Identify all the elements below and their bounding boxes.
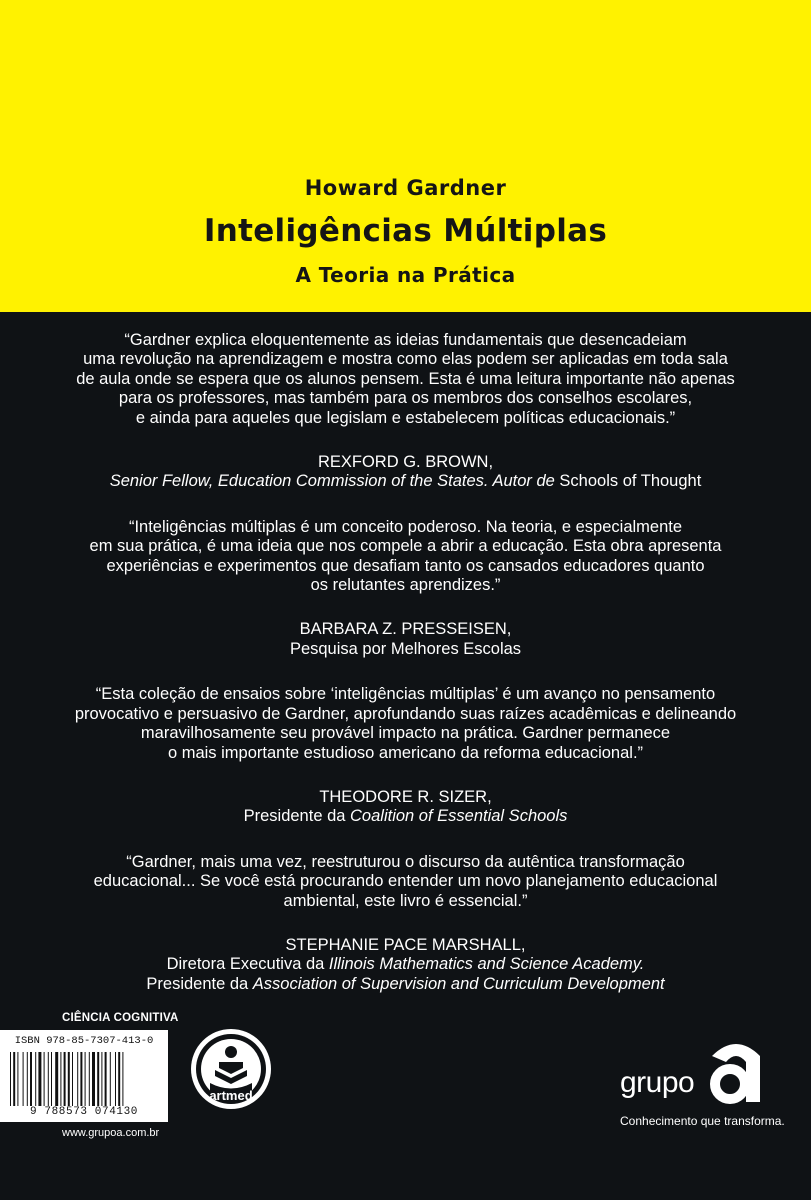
endorsement-quote: [40, 853, 771, 911]
barcode-bar: [10, 1052, 11, 1106]
barcode-bar: [68, 1052, 70, 1106]
barcode-bar: [35, 1052, 36, 1106]
barcode-bar: [27, 1052, 28, 1106]
endorsement-attribution: [40, 788, 771, 827]
role-text: Schools of Thought: [559, 472, 702, 491]
quote-line: e ainda para aqueles que legislam e estabelecem políticas educacionais.”: [135, 408, 676, 427]
website-url: www.grupoa.com.br: [62, 1127, 160, 1139]
role-text: Presidente da: [243, 807, 351, 826]
quote-line: para os professores, mas também para os membros dos conselhos escolares,: [118, 389, 693, 408]
barcode-bar: [17, 1052, 18, 1106]
barcode-bar: [48, 1052, 49, 1106]
barcode-bar: [13, 1052, 15, 1106]
barcode-bar: [64, 1052, 66, 1106]
barcode-icon: [8, 1052, 160, 1106]
role-text: Illinois Mathematics and Science Academy.: [328, 955, 645, 974]
endorsement-quote: [40, 685, 771, 763]
endorsements: [40, 331, 771, 994]
barcode-bar: [89, 1052, 90, 1106]
barcode-bar: [85, 1052, 86, 1106]
barcode-bar: [92, 1052, 95, 1106]
barcode-bar: [55, 1052, 58, 1106]
endorser-role-secondary: [40, 975, 771, 994]
quote-line: “Gardner explica eloquentemente as ideias fundamentais que desencadeiam: [124, 331, 687, 349]
barcode-bar: [110, 1052, 111, 1106]
endorsement: [40, 685, 771, 826]
barcode-bar: [44, 1052, 45, 1106]
role-text: Diretora Executiva da: [166, 955, 329, 974]
endorsement: [40, 853, 771, 994]
barcode-bar: [72, 1052, 73, 1106]
artmed-logo-label: artmed: [209, 1088, 253, 1103]
role-text: Presidente da: [146, 974, 253, 993]
role-text: Pesquisa por Melhores Escolas: [289, 639, 522, 658]
book-title: Inteligências Múltiplas: [203, 213, 608, 249]
quote-line: o mais importante estudioso americano da reforma educacional.”: [167, 743, 644, 762]
quote-line: educacional... Se você está procurando entender um novo planejamento educacional: [93, 872, 718, 891]
grupo-a-logo-icon: [706, 1038, 768, 1104]
endorser-name: REXFORD G. BROWN,: [317, 453, 494, 472]
quote-line: ambiental, este livro é essencial.”: [283, 891, 528, 910]
endorsement-quote: [40, 331, 771, 428]
book-subtitle: A Teoria na Prática: [295, 263, 516, 287]
endorser-role: [40, 472, 771, 491]
role-text: Coalition of Essential Schools: [350, 807, 568, 826]
endorser-name: BARBARA Z. PRESSEISEN,: [299, 620, 512, 639]
category-label: CIÊNCIA COGNITIVA: [62, 1012, 179, 1024]
barcode-digits: 9 788573 074130: [29, 1106, 139, 1118]
barcode-bar: [23, 1052, 24, 1106]
barcode-bar: [80, 1052, 82, 1106]
quote-line: “Inteligências múltiplas é um conceito poderoso. Na teoria, e especialmente: [128, 517, 683, 536]
barcode-bar: [118, 1052, 120, 1106]
barcode-panel: [0, 1030, 168, 1122]
barcode-bar: [97, 1052, 99, 1106]
barcode-bar: [51, 1052, 52, 1106]
barcode-bar: [77, 1052, 78, 1106]
endorsement: [40, 331, 771, 492]
quote-line: os relutantes aprendizes.”: [310, 576, 501, 595]
quote-line: “Gardner, mais uma vez, reestruturou o discurso da autêntica transformação: [126, 852, 685, 871]
quote-line: “Esta coleção de ensaios sobre ‘inteligências múltiplas’ é um avanço no pensamento: [95, 685, 716, 704]
barcode-bar: [38, 1052, 41, 1106]
barcode-bar: [101, 1052, 102, 1106]
quote-line: em sua prática, é uma ideia que nos compele a abrir a educação. Esta obra apresenta: [89, 537, 722, 556]
barcode-bar: [105, 1052, 107, 1106]
quote-line: provocativo e persuasivo de Gardner, aprofundando suas raízes acadêmicas e delineando: [74, 704, 737, 723]
endorser-name: THEODORE R. SIZER,: [319, 787, 492, 806]
endorser-role: [40, 955, 771, 974]
role-text: Association of Supervision and Curriculum Development: [252, 974, 665, 993]
role-text: Senior Fellow, Education Commission of the States. Autor de: [109, 472, 560, 491]
endorsement-attribution: [40, 936, 771, 994]
barcode-bar: [122, 1052, 123, 1106]
endorser-role: [40, 807, 771, 826]
endorsement-attribution: [40, 453, 771, 492]
barcode-bar: [30, 1052, 32, 1106]
quote-line: experiências e experimentos que desafiam tanto os cansados educadores quanto: [106, 556, 705, 575]
barcode-bar: [60, 1052, 61, 1106]
author-name: Howard Gardner: [304, 176, 507, 200]
endorser-name: STEPHANIE PACE MARSHALL,: [285, 935, 526, 954]
grupo-a-tagline: Conhecimento que transforma.: [620, 1114, 785, 1128]
quote-line: de aula onde se espera que os alunos pensem. Esta é uma leitura importante não apenas: [76, 369, 735, 388]
isbn-number: ISBN 978-85-7307-413-0: [14, 1035, 154, 1047]
endorsement-attribution: [40, 620, 771, 659]
barcode-bar: [115, 1052, 116, 1106]
quote-line: uma revolução na aprendizagem e mostra como elas podem ser aplicadas em toda sala: [83, 350, 728, 369]
endorsement: [40, 518, 771, 659]
quote-line: maravilhosamente seu provável impacto na prática. Gardner permanece: [140, 724, 671, 743]
grupo-a-logo-word: grupo: [620, 1066, 695, 1099]
endorser-role: [40, 640, 771, 659]
endorsement-quote: [40, 518, 771, 596]
